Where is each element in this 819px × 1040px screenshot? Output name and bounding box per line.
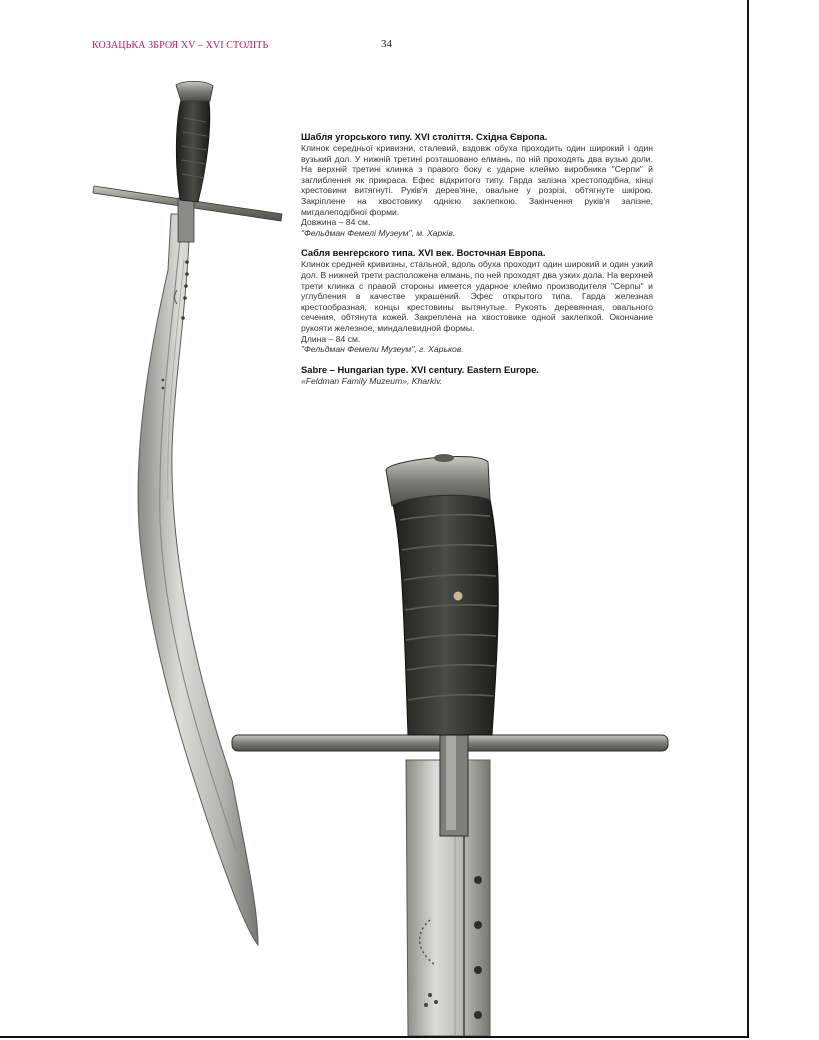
caption-description: Клинок средней кривизны, стальной, вдоль обуха проходит один широкий и один узкий дол. В нижней трети расположена елмань, по ней проходят два узких дола. На верхней трети клинка с правой стороны имеется ударное клеймо производителя "Серпы" и углубления в качестве украшений. Эфес открытого типа. Гарда железная крестообразная, концы крестовины вытянутые. Рукоять деревянная, овального сечения, обтянута кожей. Закреплена на хвостовике одной заклепкой. Окончание рукояти железное, миндалевидной формы. [301,259,653,333]
running-title: КОЗАЦЬКА ЗБРОЯ XV – XVI СТОЛІТЬ [92,40,269,51]
caption-source: "Фельдман Фемелі Музеум", м. Харків. [301,227,456,238]
caption-english [301,364,653,387]
caption-description: Клинок середньої кривизни, сталевий, вздовж обуха проходить один широкий і один вузький дол. У нижній третині розташовано елмань, по ній проходять два вузькі доли. На верхній третині клинка з правого боку є ударне клеймо виробника "Серпи" й заглиблення як прикраса. Ефес відкритого типу. Гарда залізна хрестоподібна, кінці хрестовини витягнуті. Руків'я дерев'яне, овальне у розрізі, обтягнуте шкірою. Закріплене на хвостовику однією заклепкою. Закінчення руків'я залізне, мигдалеподібної форми. [301,143,653,217]
caption-source: "Фельдман Фемели Музеум", г. Харьков. [301,344,464,355]
caption-source: «Feldman Family Muzeum», Kharkiv. [301,375,443,386]
caption-ukrainian [301,131,653,238]
caption-length: Довжина – 84 см. [301,217,371,228]
page-number: 34 [381,38,392,50]
caption-russian [301,247,653,354]
caption-column [301,131,653,395]
caption-length: Длина – 84 см. [301,333,361,344]
caption-title: Sabre – Hungarian type. XVI century. Eastern Europe. [301,363,539,375]
caption-title: Сабля венгерского типа. XVI век. Восточная Европа. [301,247,546,259]
caption-title: Шабля угорського типу. XVI століття. Східна Європа. [301,131,548,142]
